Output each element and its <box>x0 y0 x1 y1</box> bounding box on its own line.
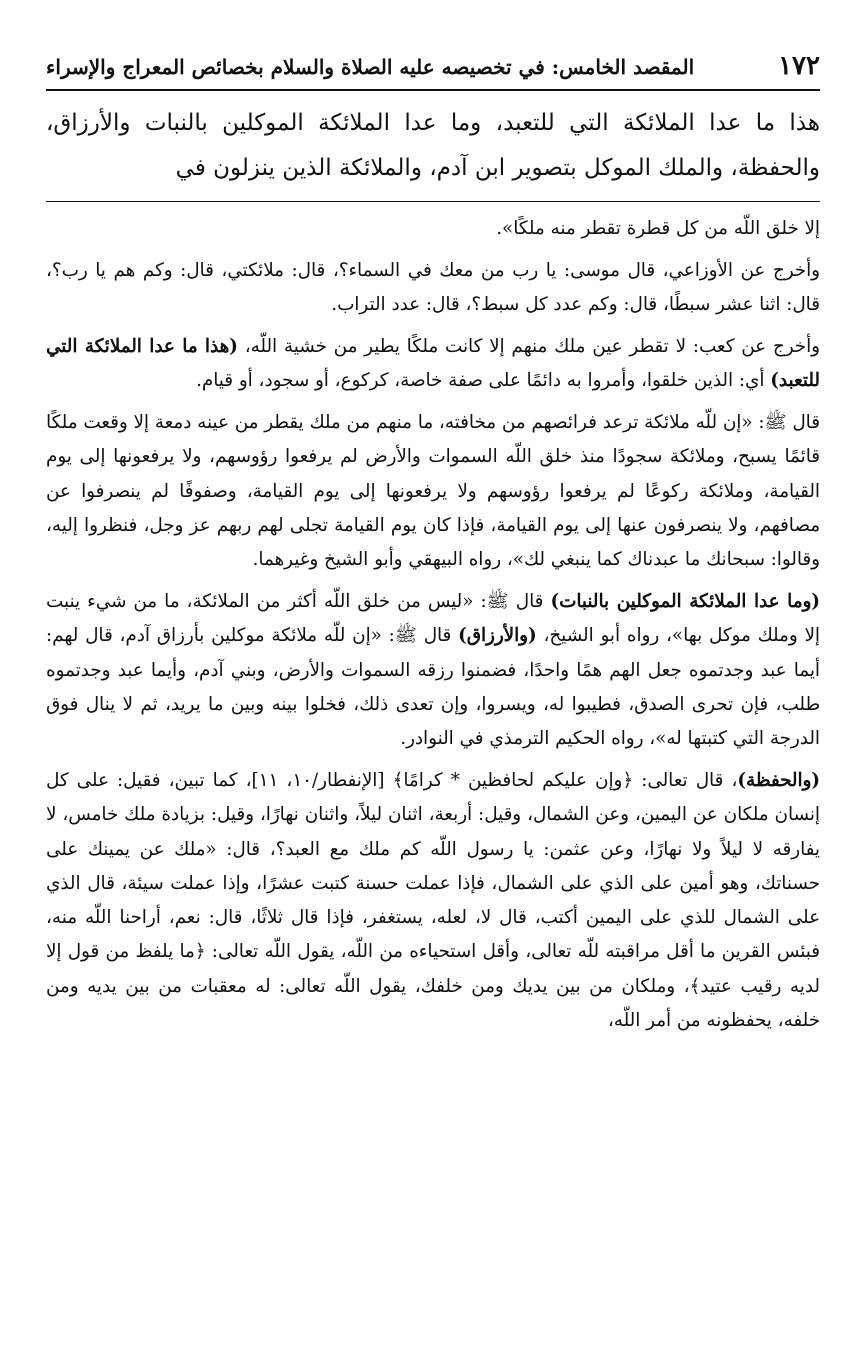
bold-lemma: (وما عدا الملائكة الموكلين بالنبات) <box>550 590 820 612</box>
commentary-paragraph <box>46 254 820 323</box>
commentary-text: ، قال تعالى: ﴿وإن عليكم لحافظين * كرامًا﴾ [الإنفطار/١٠، ١١]، كما تبين، فقيل: على كل إنسان ملكان عن اليمين، وعن الشمال، وقيل: أربعة، اثنان ليلاً، واثنان نهارًا، وقيل: بزيادة ملك خامس، لا يفارقه لا ليلاً ولا نهارًا، وعن عثمن: يا رسول اللّه كم ملك مع العبد؟، قال: «ملك عن يمينك على حسناتك، وهو أمين على الذي على الشمال، فإذا عملت حسنة كتبت عشرًا، وإذا عملت سيئة، قال الذي على الشمال للذي على اليمين أكتب، قال لا، لعله، يستغفر، فإذا قال ثلاثًا، قال: نعم، أراحنا اللّه منه، فبئس القرين ما أقل مراقبته للّه تعالى، وأقل استحياءه من اللّه، يقول اللّه تعالى: ﴿ما يلفظ من قول إلا لديه رقيب عتيد﴾، وملكان من بين يديك ومن خلفك، يقول اللّه تعالى: له معقبات من بين يديه ومن خلفه، يحفظونه من أمر اللّه، <box>46 769 820 1032</box>
bold-lemma: (والحفظة) <box>737 769 821 791</box>
bold-lemma: (والأرزاق) <box>458 625 537 647</box>
page-number: ١٧٢ <box>778 51 820 81</box>
bold-lemma: (هذا ما عدا الملائكة التي للتعبد) <box>46 335 820 392</box>
commentary <box>46 212 820 1038</box>
commentary-text: قال ﷺ: «إن للّه ملائكة موكلين بأرزاق آدم، قال لهم: أيما عبد وجدتموه جعل الهم همًا واحدًا، فضمنوا رزقه السموات والأرض، وبني آدم، وأيما عبد وجدتموه طلب، فإن تحرى الصدق، فطيبوا له، ويسروا، وإن تعدى ذلك، فخلوا بينه وبين ما يريد، ثم لا ينال فوق الدرجة التي كتبتها له»، رواه الحكيم الترمذي في النوادر. <box>46 625 820 750</box>
commentary-text: وأخرج عن كعب: لا تقطر عين ملك منهم إلا كانت ملكًا يطير من خشية اللّه، <box>237 335 820 357</box>
commentary-paragraph <box>46 330 820 399</box>
running-header <box>46 50 820 91</box>
commentary-paragraph <box>46 764 820 1038</box>
commentary-text: وأخرج عن الأوزاعي، قال موسى: يا رب من معك في السماء؟، قال: ملائكتي، قال: وكم هم يا رب؟، قال: اثنا عشر سبطًا، قال: وكم عدد كل سبط؟، قال: عدد التراب. <box>46 259 820 316</box>
commentary-text: إلا خلق اللّه من كل قطرة تقطر منه ملكًا». <box>496 218 820 239</box>
commentary-text: أي: الذين خلقوا، وأمروا به دائمًا على صفة خاصة، كركوع، أو سجود، أو قيام. <box>196 370 771 392</box>
commentary-text: قال ﷺ: «ليس من خلق اللّه أكثر من الملائكة، ما من شيء ينبت إلا وملك موكل بها»، رواه أبو الشيخ، <box>46 590 820 647</box>
commentary-paragraph <box>46 585 820 756</box>
main-text: هذا ما عدا الملائكة التي للتعبد، وما عدا الملائكة الموكلين بالنبات والأرزاق، والحفظة، والملك الموكل بتصوير ابن آدم، والملائكة الذين ينزلون في <box>46 101 820 202</box>
chapter-title: المقصد الخامس: في تخصيصه عليه الصلاة والسلام بخصائص المعراج والإسراء <box>46 55 695 79</box>
commentary-paragraph <box>46 212 820 246</box>
commentary-paragraph <box>46 406 820 577</box>
commentary-text: قال ﷺ: «إن للّه ملائكة ترعد فرائصهم من مخافته، ما منهم من ملك يقطر من عينه دمعة إلا وقعت ملكًا قائمًا يسبح، وملائكة سجودًا منذ خلق اللّه السموات والأرض لم يرفعوا رؤوسهم، ولا يرفعونها إلى يوم القيامة، وملائكة ركوعًا لم يرفعوا رؤوسهم ولا يرفعونها إلى يوم القيامة، وصفوفًا لم ينصرفوا عن مصافهم، ولا ينصرفون عنها إلى يوم القيامة، فإذا كان يوم القيامة تجلى لهم ربهم عز وجل، فنظروا إليه، وقالوا: سبحانك ما عبدناك كما ينبغي لك»، رواه البيهقي وأبو الشيخ وغيرهما. <box>46 411 820 571</box>
